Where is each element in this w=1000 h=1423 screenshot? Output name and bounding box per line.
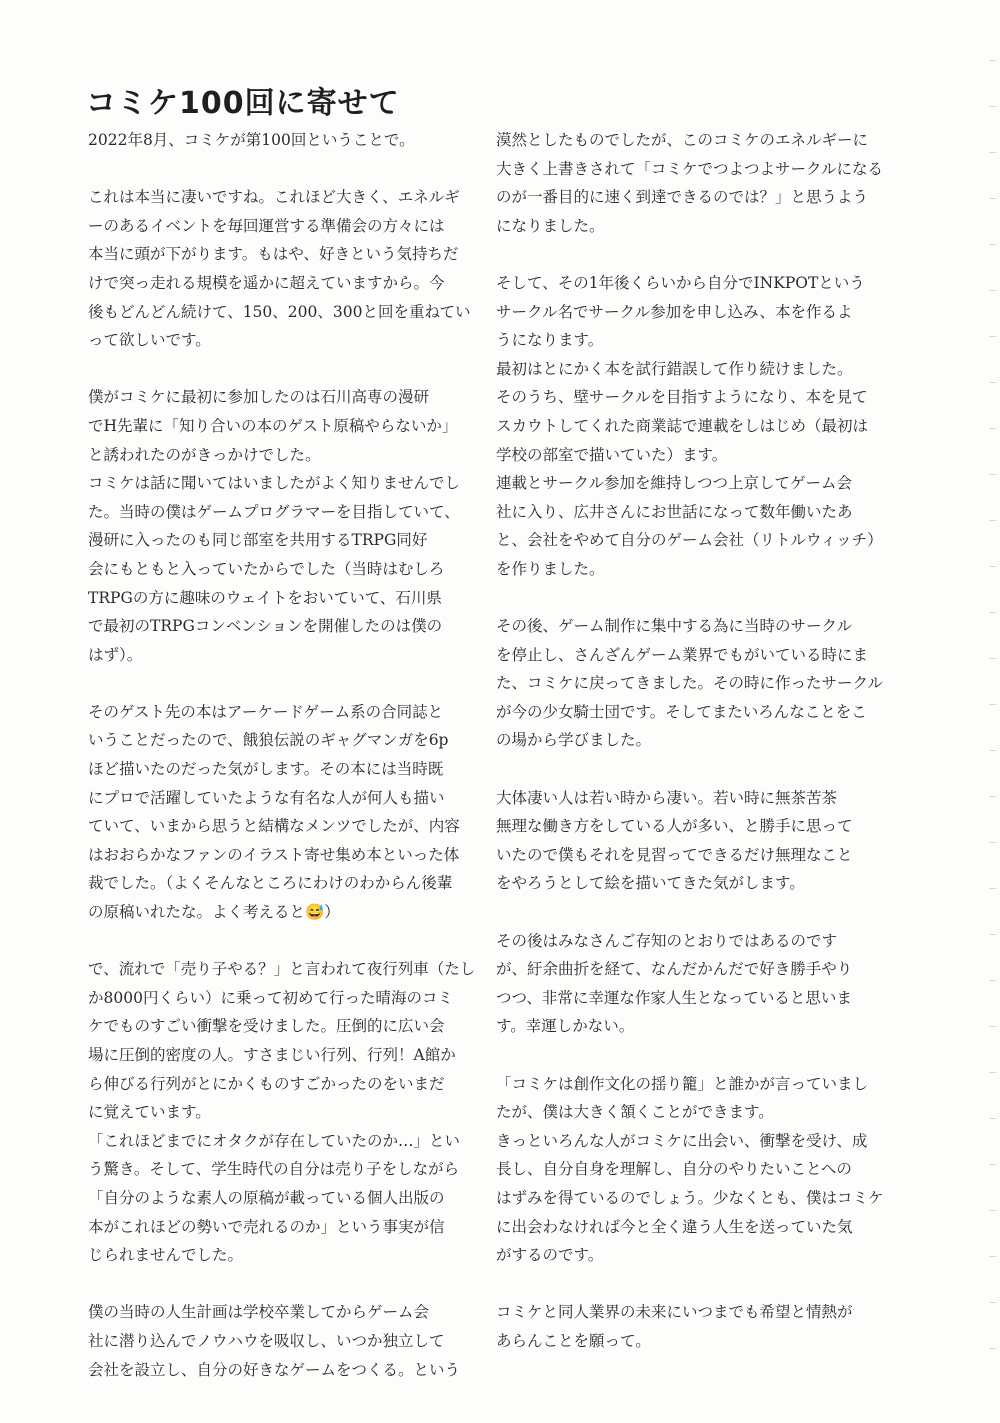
edge-mark xyxy=(989,980,996,981)
paragraph-gap xyxy=(88,927,463,956)
right-column xyxy=(496,126,884,1356)
paragraph-gap xyxy=(496,1270,871,1299)
edge-mark xyxy=(989,290,996,291)
edge-mark xyxy=(989,520,996,521)
edge-mark xyxy=(989,704,996,705)
text-line: たが、僕は大きく頷くことができます。 xyxy=(496,1103,774,1122)
text-line: 会にもともと入っていたからでした（当時はむしろ xyxy=(88,559,445,578)
edge-mark xyxy=(989,474,996,475)
edge-mark xyxy=(989,1210,996,1211)
edge-mark xyxy=(989,888,996,889)
text-line: を停止し、さんざんゲーム業界でもがいている時にま xyxy=(496,645,869,664)
edge-mark xyxy=(989,428,996,429)
text-line: のが一番目的に速く到達できるのでは？」と思うよう xyxy=(496,188,869,207)
text-line: 連載とサークル参加を維持しつつ上京してゲーム会 xyxy=(496,474,853,493)
paragraph xyxy=(496,927,871,1041)
paragraph xyxy=(88,1298,463,1384)
text-line: と、会社をやめて自分のゲーム会社（リトルウィッチ） xyxy=(496,531,883,550)
text-line: 大体凄い人は若い時から凄い。若い時に無茶苦茶 xyxy=(496,788,838,807)
text-line: そのゲスト先の本はアーケードゲーム系の合同誌と xyxy=(88,702,444,721)
paragraph-gap xyxy=(88,355,463,384)
edge-mark xyxy=(989,106,996,107)
text-line: 「自分のような素人の原稿が載っている個人出版の xyxy=(88,1188,445,1207)
paragraph-gap xyxy=(496,755,871,784)
text-line: スカウトしてくれた商業誌で連載をしはじめ（最初は xyxy=(496,416,869,435)
text-line: 本がこれほどの勢いで売れるのか」という事実が信 xyxy=(88,1217,445,1236)
text-line: きっといろんな人がコミケに出会い、衝撃を受け、成 xyxy=(496,1131,868,1150)
text-line: 漠然としたものでしたが、このコミケのエネルギーに xyxy=(496,131,869,149)
text-line: って欲しいです。 xyxy=(88,331,211,350)
edge-mark xyxy=(989,1256,996,1257)
text-line: を作りました。 xyxy=(496,559,605,578)
text-line: に覚えています。 xyxy=(88,1103,211,1122)
paragraph xyxy=(88,126,463,155)
text-line: サークル名でサークル参加を申し込み、本を作るよ xyxy=(496,302,853,321)
text-line: に出会わなければ今と全く違う人生を送っていた気 xyxy=(496,1217,853,1236)
text-line: そのうち、壁サークルを目指すようになり、本を見て xyxy=(496,388,868,407)
edge-mark xyxy=(989,842,996,843)
text-line: あらんことを願って。 xyxy=(496,1331,651,1350)
text-line: で、流れで「売り子やる？」と言われて夜行列車（たし xyxy=(88,960,476,979)
text-line: これは本当に凄いですね。これほど大きく、エネルギ xyxy=(88,188,460,207)
paragraph xyxy=(88,183,471,355)
paragraph-gap xyxy=(496,584,871,613)
text-line: 長し、自分自身を理解し、自分のやりたいことへの xyxy=(496,1160,852,1179)
edge-mark xyxy=(989,658,996,659)
text-line: TRPGの方に趣味のウェイトをおいていて、石川県 xyxy=(88,588,442,607)
text-line: 社に入り、広井さんにお世話になって数年働いたあ xyxy=(496,502,853,521)
text-line: 後もどんどん続けて、150、200、300と回を重ねてい xyxy=(88,302,471,321)
page-title: コミケ100回に寄せて xyxy=(86,86,400,122)
text-line: 裁でした。（よくそんなところにわけのわからん後輩 xyxy=(88,874,453,893)
edge-mark xyxy=(989,566,996,567)
edge-mark xyxy=(989,934,996,935)
paragraph-gap xyxy=(496,1041,871,1070)
paragraph xyxy=(88,698,463,927)
edge-mark xyxy=(989,1072,996,1073)
paragraph xyxy=(496,784,871,898)
text-line: でH先輩に「知り合いの本のゲスト原稿やらないか」 xyxy=(88,416,458,435)
text-line: 無理な働き方をしている人が多い、と勝手に思って xyxy=(496,817,853,836)
text-line: で最初のTRPGコンベンションを開催したのは僕の xyxy=(88,617,443,636)
paragraph xyxy=(496,1298,871,1355)
text-line: 2022年8月、コミケが第100回ということで。 xyxy=(88,131,415,149)
text-line: 社に潜り込んでノウハウを吸収し、いつか独立して xyxy=(88,1331,445,1350)
edge-mark xyxy=(989,198,996,199)
text-line: その後はみなさんご存知のとおりではあるのです xyxy=(496,931,838,950)
text-line: コミケは話に聞いてはいましたがよく知りませんでし xyxy=(88,474,461,493)
edge-mark xyxy=(989,1026,996,1027)
text-line: 本当に頭が下がります。もはや、好きという気持ちだ xyxy=(88,245,459,264)
text-line: ーのあるイベントを毎回運営する準備会の方々には xyxy=(88,216,445,235)
text-line: はず）。 xyxy=(88,645,143,664)
text-line: コミケと同人業界の未来にいつまでも希望と情熱が xyxy=(496,1303,853,1322)
text-line: にプロで活躍していたような有名な人が何人も描い xyxy=(88,788,445,807)
edge-mark xyxy=(989,1302,996,1303)
paragraph xyxy=(496,612,884,755)
text-line: の場から学びました。 xyxy=(496,731,652,750)
paragraph xyxy=(496,269,883,584)
text-line: いたので僕もそれを見習ってできるだけ無理なこと xyxy=(496,845,853,864)
text-line: がするのです。 xyxy=(496,1246,604,1265)
text-line: た。当時の僕はゲームプログラマーを目指していて、 xyxy=(88,502,460,521)
edge-mark xyxy=(989,382,996,383)
text-line: ら伸びる行列がとにかくものすごかったのをいまだ xyxy=(88,1074,445,1093)
text-line: と誘われたのがきっかけでした。 xyxy=(88,445,321,464)
edge-mark xyxy=(989,1164,996,1165)
paragraph xyxy=(88,383,463,669)
paragraph xyxy=(496,1070,884,1270)
text-line: 最初はとにかく本を試行錯誤して作り続けました。 xyxy=(496,359,853,378)
paragraph-gap xyxy=(88,669,463,698)
paragraph xyxy=(88,955,476,1270)
paragraph-gap xyxy=(88,155,463,184)
paragraph-gap xyxy=(88,1270,463,1299)
text-line: 会社を設立し、自分の好きなゲームをつくる。という xyxy=(88,1360,461,1379)
text-line: が今の少女騎士団です。そしてまたいろんなことをこ xyxy=(496,702,867,721)
text-line: 場に圧倒的密度の人。すさまじい行列、行列！A館か xyxy=(88,1046,456,1064)
text-line: そして、その1年後くらいから自分でINKPOTという xyxy=(496,273,865,292)
paragraph-gap xyxy=(496,898,871,927)
text-line: た、コミケに戻ってきました。その時に作ったサークル xyxy=(496,674,884,693)
text-line: その後、ゲーム制作に集中する為に当時のサークル xyxy=(496,617,853,636)
edge-mark xyxy=(989,152,996,153)
edge-mark xyxy=(989,612,996,613)
text-line: 「コミケは創作文化の揺り籠」と誰かが言っていまし xyxy=(496,1074,869,1093)
edge-mark xyxy=(989,60,996,61)
text-line: になりました。 xyxy=(496,216,605,235)
text-line: けで突っ走れる規模を遥かに超えていますから。今 xyxy=(88,273,445,292)
left-column xyxy=(88,126,476,1384)
edge-mark xyxy=(989,244,996,245)
text-line: をやろうとして絵を描いてきた気がします。 xyxy=(496,874,805,893)
edge-mark xyxy=(989,1118,996,1119)
text-line: の原稿いれたな。よく考えると😅） xyxy=(88,903,340,922)
text-line: う驚き。そして、学生時代の自分は売り子をしながら xyxy=(88,1160,460,1179)
edge-mark xyxy=(989,750,996,751)
text-line: 大きく上書きされて「コミケでつよつよサークルになる xyxy=(496,159,884,178)
text-line: 僕の当時の人生計画は学校卒業してからゲーム会 xyxy=(88,1303,430,1322)
text-line: つつ、非常に幸運な作家人生となっていると思いま xyxy=(496,988,852,1007)
text-line: 「これほどまでにオタクが存在していたのか…」とい xyxy=(88,1131,461,1150)
paragraph-gap xyxy=(496,240,871,269)
text-line: うになります。 xyxy=(496,331,604,350)
text-line: いうことだったので、餓狼伝説のギャグマンガを6p xyxy=(88,731,449,750)
text-line: ほど描いたのだった気がします。その本には当時既 xyxy=(88,760,444,779)
text-line: ていて、いまから思うと結構なメンツでしたが、内容 xyxy=(88,817,460,836)
text-line: 漫研に入ったのも同じ部室を共用するTRPG同好 xyxy=(88,531,428,550)
text-line: じられませんでした。 xyxy=(88,1246,244,1265)
text-line: が、紆余曲折を経て、なんだかんだで好き勝手やり xyxy=(496,960,853,979)
text-line: す。幸運しかない。 xyxy=(496,1017,635,1036)
edge-mark xyxy=(989,796,996,797)
text-line: 学校の部室で描いていた）ます。 xyxy=(496,445,728,464)
text-line: か8000円くらい）に乗って初めて行った晴海のコミ xyxy=(88,988,453,1007)
edge-mark xyxy=(989,336,996,337)
text-line: はずみを得ているのでしょう。少なくとも、僕はコミケ xyxy=(496,1188,884,1207)
text-line: ケでものすごい衝撃を受けました。圧倒的に広い会 xyxy=(88,1017,445,1036)
paragraph xyxy=(496,126,884,240)
edge-mark xyxy=(989,1348,996,1349)
text-line: 僕がコミケに最初に参加したのは石川高専の漫研 xyxy=(88,388,430,407)
page-edge-marks xyxy=(980,0,1000,1423)
text-line: はおおらかなファンのイラスト寄せ集め本といった体 xyxy=(88,845,460,864)
